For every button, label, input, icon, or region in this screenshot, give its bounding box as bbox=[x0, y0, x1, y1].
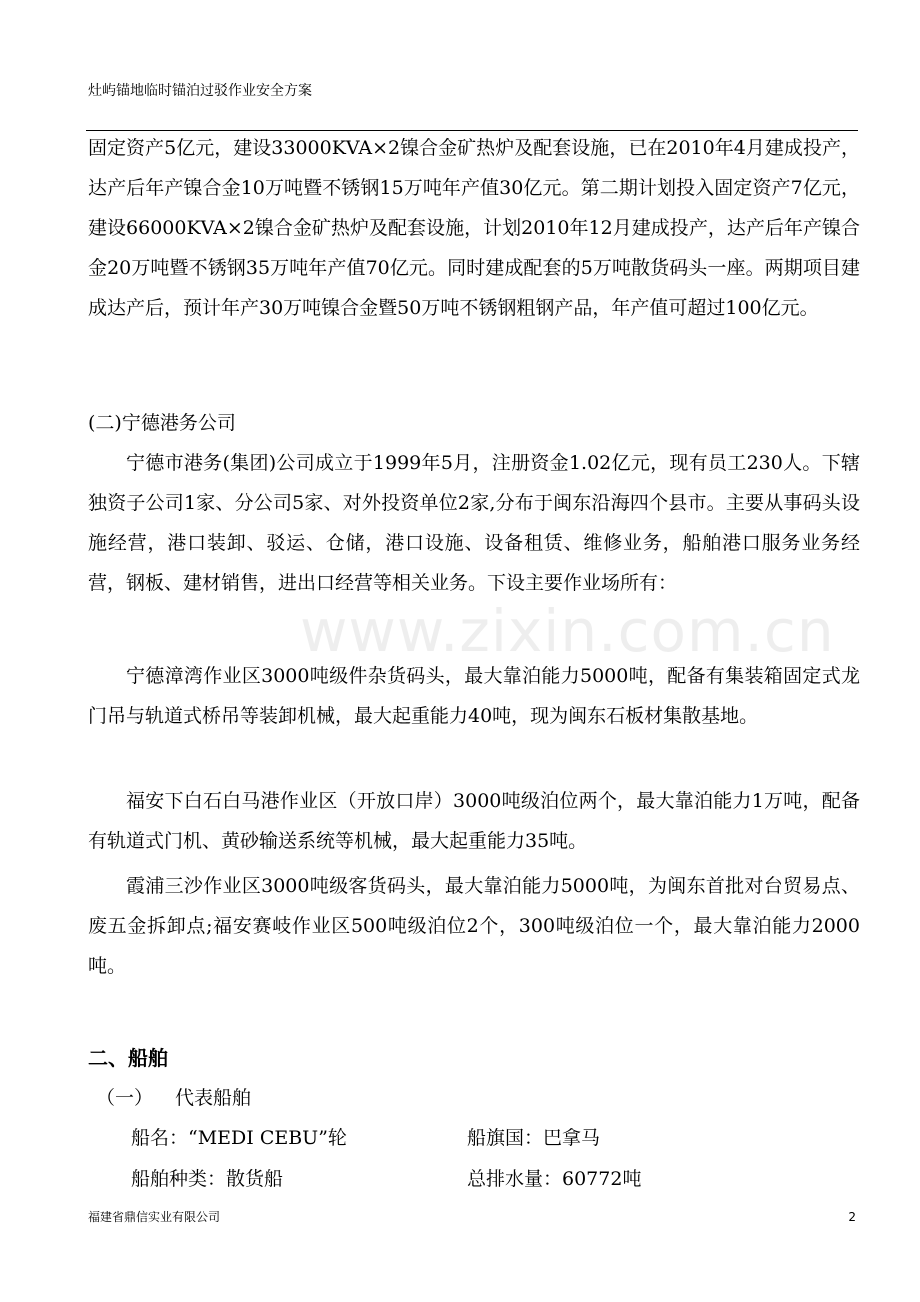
page-header-title: 灶屿锚地临时锚泊过驳作业安全方案 bbox=[88, 83, 312, 99]
watermark-text: www.zixin.com.cn bbox=[300, 597, 835, 665]
paragraph-sansha: 霞浦三沙作业区3000吨级客货码头，最大靠泊能力5000吨，为闽东首批对台贸易点、废五金拆卸点;福安赛岐作业区500吨级泊位2个，300吨级泊位一个，最大靠泊能力2000吨。 bbox=[88, 875, 860, 977]
ship-type: 船舶种类：散货船 bbox=[131, 1168, 284, 1190]
ship-tonnage: 总排水量：60772吨 bbox=[467, 1168, 642, 1190]
section-heading-ships: 二、船舶 bbox=[88, 1046, 168, 1070]
subheading-number: （一） bbox=[96, 1087, 154, 1109]
footer-page-number: 2 bbox=[848, 1210, 856, 1224]
footer-company: 福建省鼎信实业有限公司 bbox=[88, 1210, 221, 1224]
ship-row-type-tonnage bbox=[131, 1159, 831, 1199]
subheading-text: 代表船舶 bbox=[175, 1087, 252, 1109]
paragraph-port-company: 宁德市港务(集团)公司成立于1999年5月，注册资金1.02亿元，现有员工230人。下辖独资子公司1家、分公司5家、对外投资单位2家,分布于闽东沿海四个县市。主要从事码头设施经营，港口装卸、驳运、仓储，港口设施、设备租赁、维修业务，船舶港口服务业务经营，钢板、建材销售，进出口经营等相关业务。下设主要作业场所有： bbox=[88, 452, 860, 594]
paragraph-investment: 固定资产5亿元，建设33000KVA×2镍合金矿热炉及配套设施，已在2010年4月建成投产，达产后年产镍合金10万吨暨不锈钢15万吨年产值30亿元。第二期计划投入固定资产7亿元，建设66000KVA×2镍合金矿热炉及配套设施，计划2010年12月建成投产，达产后年产镍合金20万吨暨不锈钢35万吨年产值70亿元。同时建成配套的5万吨散货码头一座。两期项目建成达产后，预计年产30万吨镍合金暨50万吨不锈钢粗钢产品，年产值可超过100亿元。 bbox=[88, 137, 860, 319]
ship-row-name-flag bbox=[131, 1118, 831, 1158]
paragraph-baima: 福安下白石白马港作业区（开放口岸）3000吨级泊位两个，最大靠泊能力1万吨，配备有轨道式门机、黄砂输送系统等机械，最大起重能力35吨。 bbox=[88, 790, 860, 852]
ship-flag: 船旗国：巴拿马 bbox=[467, 1127, 601, 1149]
subheading-port-company: (二)宁德港务公司 bbox=[88, 412, 236, 434]
subheading-representative-ship bbox=[96, 1078, 251, 1118]
ship-name: 船名：“MEDI CEBU”轮 bbox=[131, 1127, 347, 1149]
paragraph-zhangwan: 宁德漳湾作业区3000吨级件杂货码头，最大靠泊能力5000吨，配备有集装箱固定式龙门吊与轨道式桥吊等装卸机械，最大起重能力40吨，现为闽东石板材集散基地。 bbox=[88, 665, 860, 727]
